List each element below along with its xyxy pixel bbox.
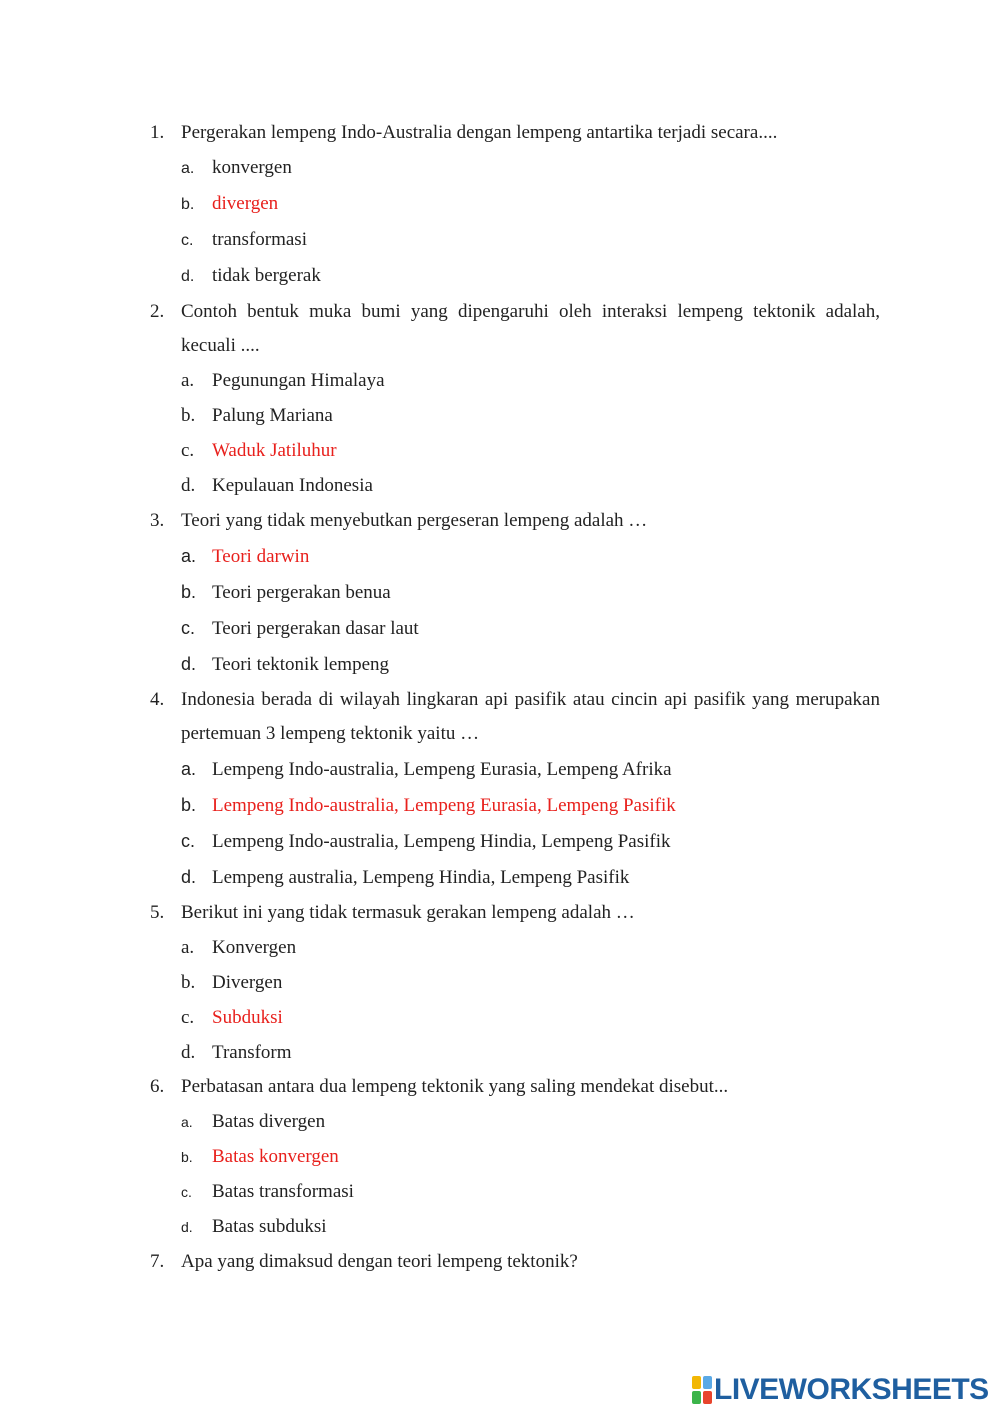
option-c[interactable] (181, 824, 880, 860)
liveworksheets-logo[interactable] (692, 1374, 989, 1406)
option-label: c. (181, 617, 196, 638)
option-label: d. (181, 653, 197, 674)
option-label: b. (181, 971, 196, 993)
option-label: b. (181, 795, 197, 816)
question-number: 6. (150, 1076, 165, 1098)
option-c[interactable] (181, 1001, 880, 1036)
option-label: d. (181, 1041, 196, 1063)
option-label: d. (181, 267, 195, 285)
option-a[interactable] (181, 151, 880, 187)
question-7 (150, 1245, 880, 1280)
option-text-correct: Lempeng Indo-australia, Lempeng Eurasia, Lempeng Pasifik (212, 795, 676, 817)
option-text: tidak bergerak (212, 264, 321, 286)
option-text: Batas transformasi (212, 1181, 354, 1203)
option-label: c. (181, 440, 195, 462)
option-d[interactable] (181, 1036, 880, 1071)
option-c[interactable] (181, 1175, 880, 1210)
question-number: 2. (150, 300, 165, 322)
option-text: konvergen (212, 156, 292, 178)
option-text: Lempeng Indo-australia, Lempeng Eurasia, Lempeng Afrika (212, 759, 672, 781)
option-d[interactable] (181, 469, 880, 504)
question-number: 7. (150, 1251, 165, 1272)
option-text: Teori pergerakan dasar laut (212, 617, 419, 639)
option-text: Teori pergerakan benua (212, 581, 391, 603)
question-number: 4. (150, 688, 165, 710)
option-b[interactable] (181, 1140, 880, 1175)
question-text: Pergerakan lempeng Indo-Australia dengan lempeng antartika terjadi secara.... (181, 122, 778, 143)
question-text: Perbatasan antara dua lempeng tektonik yang saling mendekat disebut... (181, 1076, 729, 1098)
option-text-correct: Batas konvergen (212, 1146, 339, 1168)
option-label: a. (181, 1114, 193, 1131)
option-label: a. (181, 545, 197, 566)
question-3 (150, 504, 880, 683)
option-c[interactable] (181, 223, 880, 259)
option-b[interactable] (181, 399, 880, 434)
option-label: c. (181, 1184, 192, 1201)
option-text: Lempeng Indo-australia, Lempeng Hindia, Lempeng Pasifik (212, 831, 671, 853)
option-label: c. (181, 831, 196, 852)
option-label: a. (181, 159, 195, 177)
option-a[interactable] (181, 539, 880, 575)
option-label: a. (181, 936, 195, 958)
option-text: Kepulauan Indonesia (212, 475, 373, 497)
option-label: b. (181, 405, 196, 427)
option-label: a. (181, 759, 197, 780)
question-number: 1. (150, 122, 165, 143)
option-d[interactable] (181, 860, 880, 896)
option-label: b. (181, 1149, 193, 1166)
option-text: Konvergen (212, 936, 297, 958)
option-c[interactable] (181, 434, 880, 469)
option-text-correct: divergen (212, 192, 279, 214)
option-text-correct: Teori darwin (212, 545, 310, 567)
option-text-correct: Subduksi (212, 1006, 283, 1028)
option-label: a. (181, 370, 195, 392)
option-text: transformasi (212, 228, 307, 250)
option-text: Transform (212, 1041, 292, 1063)
question-2 (150, 295, 880, 504)
option-b[interactable] (181, 575, 880, 611)
option-d[interactable] (181, 647, 880, 683)
option-text: Teori tektonik lempeng (212, 653, 390, 675)
option-label: d. (181, 1219, 193, 1236)
question-text: Berikut ini yang tidak termasuk gerakan lempeng adalah … (181, 901, 635, 923)
option-b[interactable] (181, 187, 880, 223)
option-label: d. (181, 867, 197, 888)
option-label: b. (181, 195, 195, 213)
liveworksheets-logo-icon (692, 1376, 712, 1404)
option-b[interactable] (181, 966, 880, 1001)
option-d[interactable] (181, 259, 880, 295)
option-a[interactable] (181, 931, 880, 966)
option-text: Pegunungan Himalaya (212, 370, 385, 392)
question-4 (150, 683, 880, 896)
question-text: Teori yang tidak menyebutkan pergeseran lempeng adalah … (181, 509, 648, 531)
option-text: Batas divergen (212, 1111, 326, 1133)
option-text: Lempeng australia, Lempeng Hindia, Lempeng Pasifik (212, 867, 630, 889)
option-label: c. (181, 231, 194, 249)
option-text-correct: Waduk Jatiluhur (212, 440, 337, 462)
brand-name: LIVEWORKSHEETS (714, 1373, 989, 1406)
option-a[interactable] (181, 752, 880, 788)
question-list (150, 116, 880, 1280)
question-1 (150, 116, 880, 295)
option-text: Divergen (212, 971, 283, 993)
question-text: Apa yang dimaksud dengan teori lempeng tektonik? (181, 1251, 578, 1272)
option-label: d. (181, 475, 196, 497)
question-number: 5. (150, 901, 165, 923)
option-text: Batas subduksi (212, 1216, 327, 1238)
option-c[interactable] (181, 611, 880, 647)
option-a[interactable] (181, 1105, 880, 1140)
question-5 (150, 896, 880, 1071)
option-label: c. (181, 1006, 195, 1028)
question-text: Contoh bentuk muka bumi yang dipengaruhi oleh interaksi lempeng tektonik adalah, kecuali .... (181, 300, 880, 357)
option-a[interactable] (181, 364, 880, 399)
option-d[interactable] (181, 1210, 880, 1245)
question-6 (150, 1070, 880, 1245)
option-b[interactable] (181, 788, 880, 824)
question-number: 3. (150, 509, 165, 531)
option-text: Palung Mariana (212, 405, 333, 427)
option-label: b. (181, 581, 197, 602)
question-text: Indonesia berada di wilayah lingkaran api pasifik atau cincin api pasifik yang merupakan pertemuan 3 lempeng tektonik yaitu … (181, 688, 880, 745)
